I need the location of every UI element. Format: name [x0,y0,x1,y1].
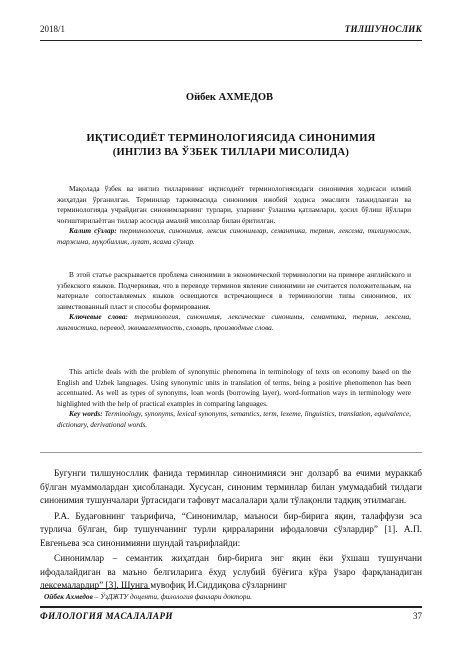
abstract-uzbek [57,184,411,247]
article-body [40,468,422,596]
footer-rule [40,606,422,608]
abstract-english [57,367,411,430]
abstract-uzbek-text: Мақолада ўзбек ва инглиз тилларининг иқтисодиёт терминологиясидаги синонимия ходисаси илмий жиҳатдан ўрганилган. Терминлар таржимасида синонимия ижобий ҳодиса эмаслиги таъкидланган ва терминологияда учрайдиган синонимларнинг турлари, уларнинг ўзлашма қатламлари, ҳосил бўлиш йўллари чоғиштирилаётган тиллар асосида амалий мисоллар билан ёритилган. [57,184,411,225]
keywords-label: Key words: [69,409,103,418]
footnote-rule [40,588,150,589]
keywords-uzbek [57,226,411,247]
page-number: 37 [413,611,422,621]
abstract-english-text: This article deals with the problem of synonymic phenomena in terminology of texts on economy based on the English and Uzbek languages. Using synonymic units in translation of terms, being a positive phenomenon has been accentuated. As well as types of synonyms, loan words (borrowing layer), word-formation ways in terminology were highlighted with the help of practical examples in comparing languages. [57,367,411,408]
keywords-english [57,409,411,430]
keywords-text: терминология, синонимия, лексик синонимлар, семантика, термин, лексема, тилшунослик, таржима, муқобиллик, луғат, ясама сўзлар. [57,226,411,246]
keywords-label: Калит сўзлар: [69,226,117,235]
title-line-1: ИҚТИСОДИЁТ ТЕРМИНОЛОГИЯСИДА СИНОНИМИЯ [86,133,376,144]
title-line-2: (ИНГЛИЗ ВА ЎЗБЕК ТИЛЛАРИ МИСОЛИДА) [112,147,350,158]
keywords-russian [57,312,411,333]
author-footnote [44,592,252,601]
abstract-russian-text: В этой статье раскрывается проблема синонимии в экономической терминологии на примере английского и узбекского языков. Подчеркивая, что в переводе терминов явление синонимии не считается положительным, на материале сопоставляемых языков освещаются встречающиеся в терминологии типы синонимов, их заимствованный пласт и способы формирования. [57,270,411,311]
keywords-text: Terminology, synonyms, lexical synonyms, semantics, term, lexeme, linguistics, translation, equivalence, dictionary, derivational words. [57,409,411,429]
journal-name: ФИЛОЛОГИЯ МАСАЛАЛАРИ [40,611,173,621]
body-paragraph: Р.А. Будағовнинг таърифича, “Синонимлар, маъноси бир-бирига яқин, талаффузи эса турлича бўлган, бир тушунчанинг турли қирраларини ифодаловчи сўзлардир” [1]. А.П. Евгеньева эса синонимияни шундай таърифлайди: [40,511,422,549]
keywords-text: терминология, синонимия, лексические синонимы, семантика, термин, лексема, лингвистика, перевод, эквивалентность, словарь, производные слова. [57,312,411,332]
abstract-russian [57,270,411,333]
running-footer [40,611,422,625]
article-title [40,132,422,160]
section-divider [40,452,422,453]
body-paragraph: Синонимлар – семантик жиҳатдан бир-бирига энг яқин ёки ўхшаш тушунчани ифодалайдиган ва маъно белгиларига ёхуд услубий бўёғига кўра ўзаро фарқланадиган лексемалардир” [3]. Шунга мувофиқ И.Сиддиқова сўзларнинг [40,554,422,591]
body-paragraph: Бугунги тилшуносллик фанида терминлар синонимияси энг долзарб ва ечими мураккаб бўлган муаммолардан ҳисобланади. Хусусан, синоним терминлар билан умумадабий тилдаги синонимия тушунчалари ўртасидаги тафовут масалалари ҳали тўлақонли тадқиқ этилмаган. [40,469,422,506]
keywords-label: Ключевые слова: [69,312,128,321]
year-issue: 2018/1 [40,24,66,34]
running-header [40,24,422,38]
author-name: Ойбек АХМЕДОВ [185,92,274,103]
footnote-role: – ЎзДЖТУ доценти, филология фанлари доктори. [94,592,252,601]
header-rule [40,40,422,41]
journal-section: ТИЛШУНОСЛИК [344,24,422,34]
footnote-author: Ойбек Ахмедов [44,592,93,601]
